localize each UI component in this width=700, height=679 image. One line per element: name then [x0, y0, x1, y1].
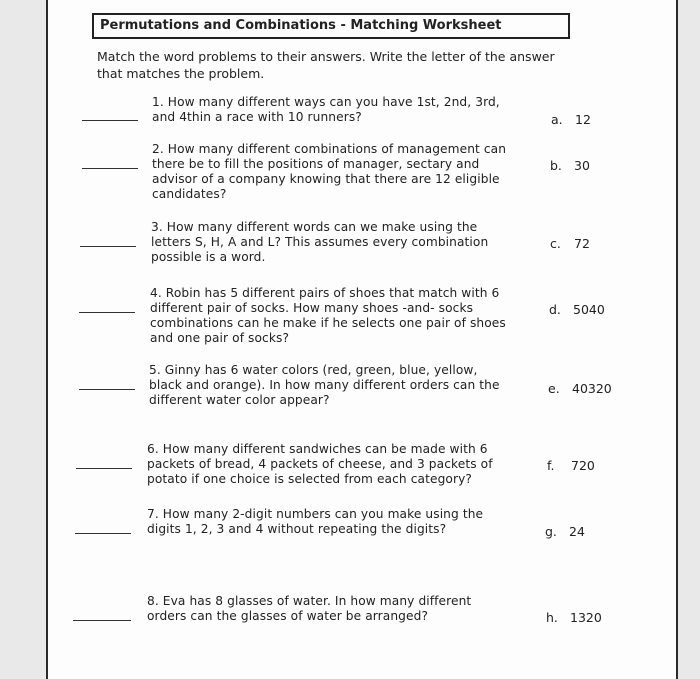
problem-line: orders can the glasses of water be arranged?	[147, 609, 429, 623]
instructions-line-1: Match the word problems to their answers. Write the letter of the answer	[97, 49, 555, 64]
problem-line: 7. How many 2-digit numbers can you make using the	[147, 507, 484, 521]
problem-8	[147, 594, 471, 624]
answer-letter: c.	[550, 236, 561, 251]
problem-line: 2. How many different combinations of management can	[152, 142, 507, 156]
problem-line: 5. Ginny has 6 water colors (red, green, blue, yellow,	[149, 363, 478, 377]
answer-choice-3	[550, 236, 590, 251]
problem-line: candidates?	[152, 187, 227, 201]
problem-line: 1. How many different ways can you have 1st, 2nd, 3rd,	[152, 95, 500, 109]
problem-line: there be to fill the positions of manager, sectary and	[152, 157, 480, 171]
problem-6	[147, 442, 493, 487]
problem-7	[147, 507, 483, 537]
answer-value: 720	[571, 458, 595, 473]
problem-5	[149, 363, 500, 408]
answer-blank-7[interactable]	[75, 533, 131, 534]
answer-blank-5[interactable]	[79, 389, 135, 390]
problem-2	[152, 142, 506, 202]
answer-letter: g.	[545, 524, 557, 539]
problem-line: advisor of a company knowing that there are 12 eligible	[152, 172, 500, 186]
answer-choice-4	[549, 302, 605, 317]
answer-value: 24	[569, 524, 585, 539]
answer-choice-7	[545, 524, 585, 539]
problem-line: different pair of socks. How many shoes -and- socks	[150, 301, 474, 315]
problem-line: 3. How many different words can we make using the	[151, 220, 478, 234]
problem-line: combinations can he make if he selects one pair of shoes	[150, 316, 506, 330]
answer-letter: e.	[548, 381, 560, 396]
problem-1	[152, 95, 500, 125]
problem-line: different water color appear?	[149, 393, 330, 407]
worksheet-title: Permutations and Combinations - Matching Worksheet	[92, 13, 570, 39]
answer-blank-1[interactable]	[82, 120, 138, 121]
answer-choice-8	[546, 610, 602, 625]
answer-choice-1	[551, 112, 591, 127]
problem-line: letters S, H, A and L? This assumes every combination	[151, 235, 489, 249]
problem-line: 4. Robin has 5 different pairs of shoes that match with 6	[150, 286, 500, 300]
problem-4	[150, 286, 506, 346]
instructions	[97, 48, 597, 82]
problem-line: potato if one choice is selected from each category?	[147, 472, 472, 486]
answer-letter: b.	[550, 158, 562, 173]
answer-letter: d.	[549, 302, 561, 317]
answer-value: 30	[574, 158, 590, 173]
answer-blank-6[interactable]	[76, 468, 132, 469]
problem-line: 6. How many different sandwiches can be made with 6	[147, 442, 488, 456]
problem-line: black and orange). In how many different orders can the	[149, 378, 500, 392]
answer-choice-6	[547, 458, 595, 473]
answer-choice-5	[548, 381, 612, 396]
problem-line: and 4thin a race with 10 runners?	[152, 110, 362, 124]
answer-value: 1320	[570, 610, 602, 625]
answer-letter: f.	[547, 458, 555, 473]
instructions-line-2: that matches the problem.	[97, 66, 265, 81]
problem-line: 8. Eva has 8 glasses of water. In how many different	[147, 594, 472, 608]
answer-choice-2	[550, 158, 590, 173]
problem-line: possible is a word.	[151, 250, 266, 264]
answer-blank-3[interactable]	[80, 246, 136, 247]
answer-value: 72	[574, 236, 590, 251]
answer-value: 40320	[572, 381, 612, 396]
answer-blank-2[interactable]	[82, 168, 138, 169]
answer-value: 12	[575, 112, 591, 127]
answer-value: 5040	[573, 302, 605, 317]
problem-line: digits 1, 2, 3 and 4 without repeating the digits?	[147, 522, 447, 536]
answer-letter: h.	[546, 610, 558, 625]
problem-line: packets of bread, 4 packets of cheese, and 3 packets of	[147, 457, 493, 471]
problem-3	[151, 220, 488, 265]
answer-letter: a.	[551, 112, 563, 127]
answer-blank-4[interactable]	[79, 312, 135, 313]
answer-blank-8[interactable]	[73, 620, 131, 621]
problem-line: and one pair of socks?	[150, 331, 290, 345]
